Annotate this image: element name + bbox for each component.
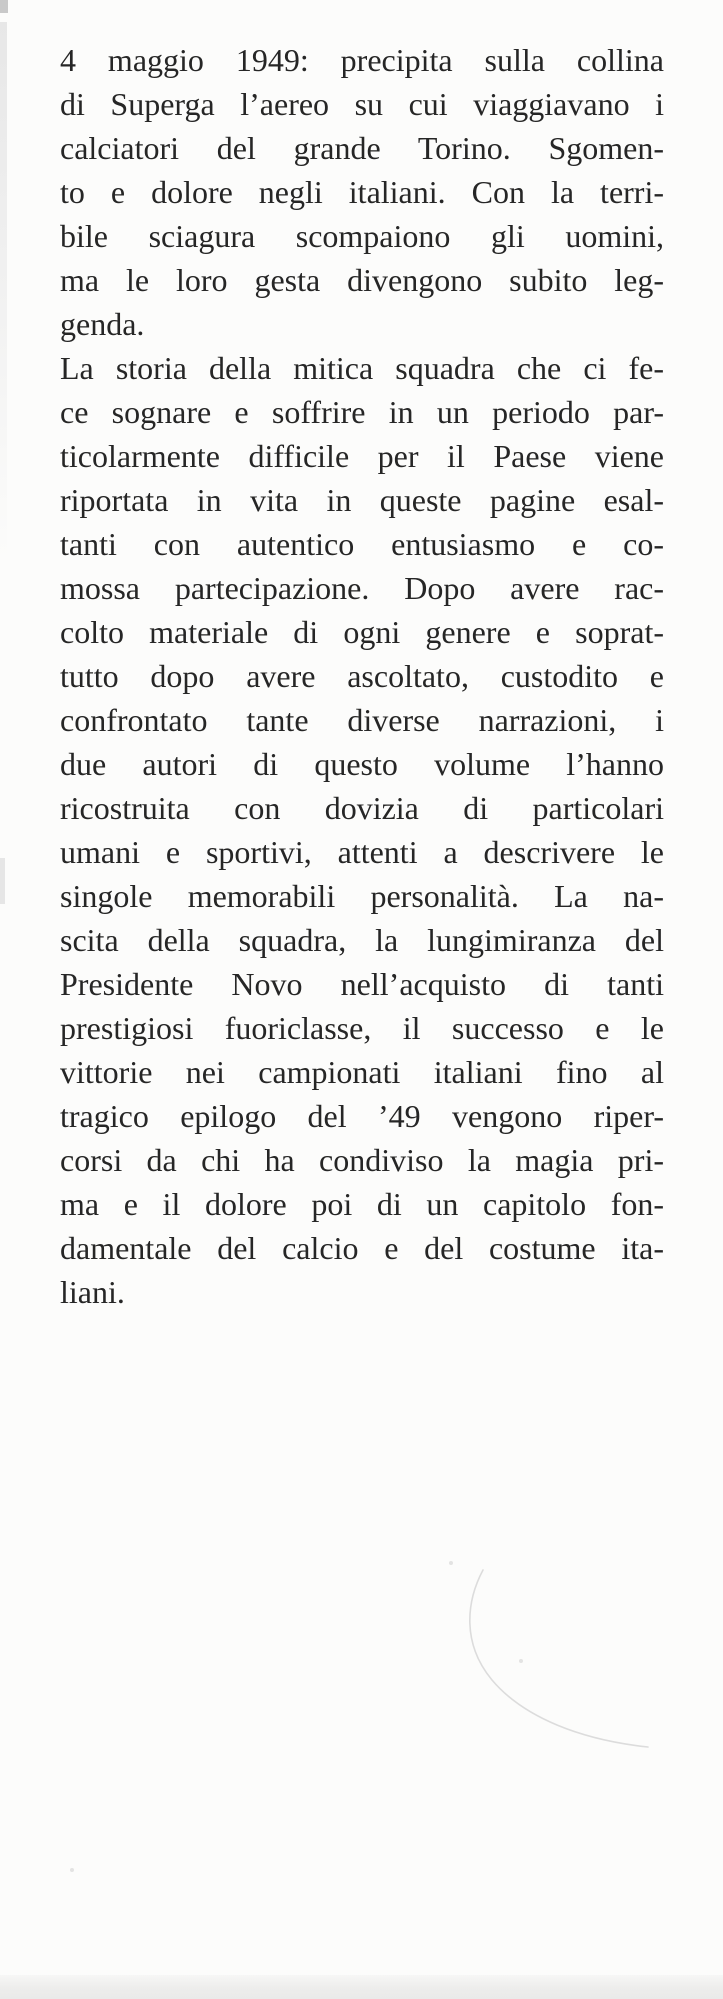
blurb-line: mossa partecipazione. Dopo avere rac- — [60, 570, 664, 606]
blurb-line: tutto dopo avere ascoltato, custodito e — [60, 658, 664, 694]
blurb-line: colto materiale di ogni genere e soprat- — [60, 614, 664, 650]
blurb-line: bile sciagura scompaiono gli uomini, — [60, 218, 664, 254]
scan-artifact-bottom-band — [0, 1975, 723, 1999]
blurb-line: tragico epilogo del ’49 vengono riper- — [60, 1098, 664, 1134]
scan-speck — [70, 1868, 74, 1872]
blurb-line: umani e sportivi, attenti a descrivere le — [60, 834, 664, 870]
scan-artifact-top-left-corner — [0, 0, 8, 13]
scan-speck — [449, 1561, 453, 1565]
blurb-line: Presidente Novo nell’acquisto di tanti — [60, 966, 664, 1002]
blurb-line: confrontato tante diverse narrazioni, i — [60, 702, 664, 738]
blurb-line: damentale del calcio e del costume ita- — [60, 1230, 664, 1266]
blurb-line: prestigiosi fuoriclasse, il successo e le — [60, 1010, 664, 1046]
blurb-line: ricostruita con dovizia di particolari — [60, 790, 664, 826]
blurb-line: vittorie nei campionati italiani fino al — [60, 1054, 664, 1090]
blurb-line: to e dolore negli italiani. Con la terri- — [60, 174, 664, 210]
blurb-line: ce sognare e soffrire in un periodo par- — [60, 394, 664, 430]
blurb-line: ticolarmente difficile per il Paese viene — [60, 438, 664, 474]
blurb-line: corsi da chi ha condiviso la magia pri- — [60, 1142, 664, 1178]
blurb-line: calciatori del grande Torino. Sgomen- — [60, 130, 664, 166]
scan-artifact-curve — [450, 1560, 670, 1760]
scan-artifact-left-edge-strip — [0, 22, 7, 562]
blurb-line: 4 maggio 1949: precipita sulla collina — [60, 42, 664, 78]
blurb-line: riportata in vita in queste pagine esal- — [60, 482, 664, 518]
blurb-line: scita della squadra, la lungimiranza del — [60, 922, 664, 958]
blurb-line: genda. — [60, 306, 145, 342]
blurb-line: liani. — [60, 1274, 125, 1310]
blurb-line: singole memorabili personalità. La na- — [60, 878, 664, 914]
blurb-line: La storia della mitica squadra che ci fe- — [60, 350, 664, 386]
blurb-line: ma e il dolore poi di un capitolo fon- — [60, 1186, 664, 1222]
blurb-line: ma le loro gesta divengono subito leg- — [60, 262, 664, 298]
scan-speck — [519, 1659, 523, 1663]
blurb-line: due autori di questo volume l’hanno — [60, 746, 664, 782]
scan-artifact-left-edge-mark — [0, 858, 5, 904]
blurb-line: di Superga l’aereo su cui viaggiavano i — [60, 86, 664, 122]
blurb-line: tanti con autentico entusiasmo e co- — [60, 526, 664, 562]
book-blurb — [60, 38, 664, 1314]
